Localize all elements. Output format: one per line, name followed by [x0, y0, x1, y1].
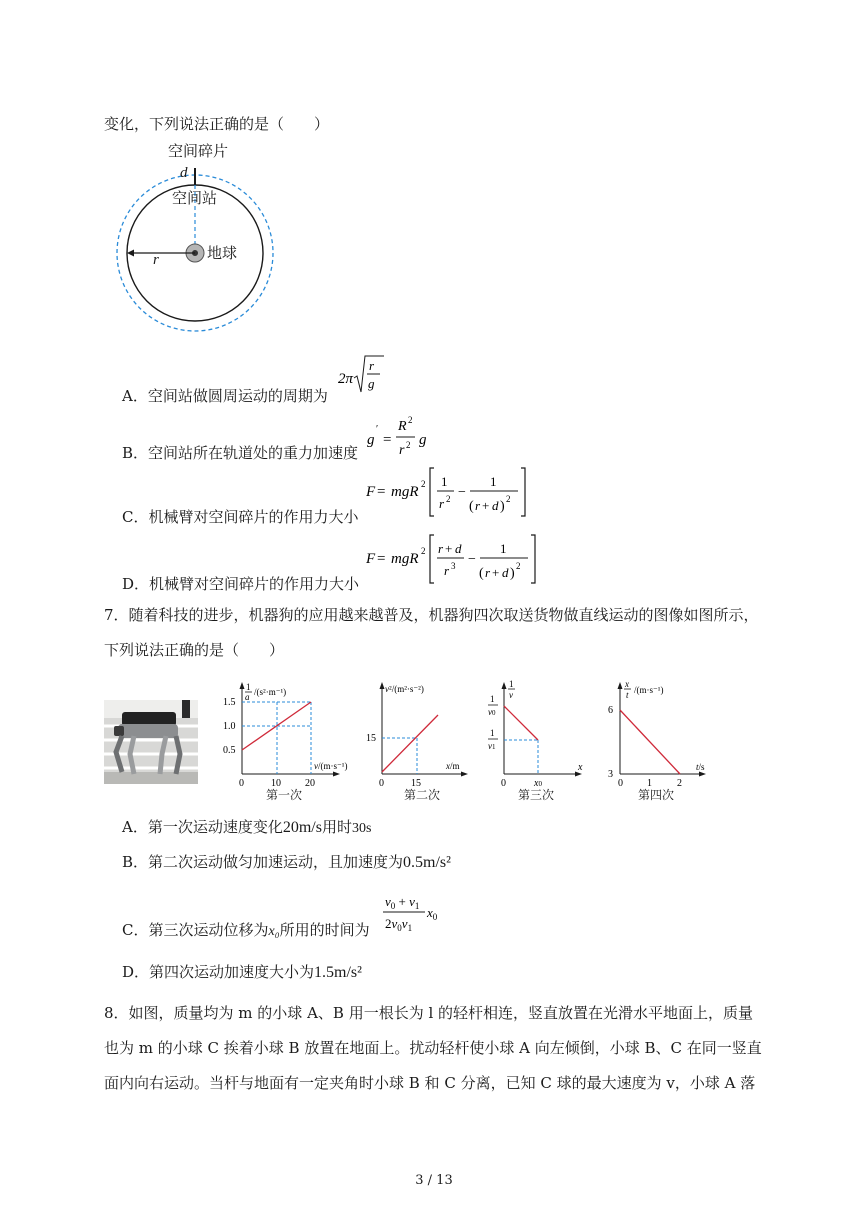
svg-text:1: 1 [490, 728, 495, 738]
svg-text:2: 2 [406, 440, 411, 450]
svg-text:d: d [502, 565, 509, 580]
svg-text:d: d [455, 541, 462, 556]
svg-text:v: v [509, 690, 513, 700]
svg-text:x0: $x_0$ [427, 905, 438, 922]
graph-3-line [504, 706, 538, 740]
station-label: 空间站 [172, 189, 218, 207]
q7-option-b: B．第二次运动做匀加速运动，且加速度为0.5m/s² [122, 853, 451, 871]
svg-text:0: 0 [618, 778, 623, 789]
earth-label: 地球 [207, 244, 238, 262]
svg-text:): ) [500, 499, 505, 514]
svg-text:1.0: 1.0 [223, 721, 236, 732]
svg-text:+: + [482, 498, 490, 513]
robot-dog-photo [104, 700, 198, 784]
svg-text:6: 6 [608, 705, 613, 716]
svg-text:r: r [438, 541, 444, 556]
q6-option-a: A．空间站做圆周运动的周期为 [122, 387, 328, 405]
svg-text:1: 1 [647, 778, 652, 789]
svg-text:d: d [492, 498, 499, 513]
svg-text:x: x [625, 679, 629, 689]
svg-text:=: = [377, 551, 386, 567]
svg-text:20: 20 [305, 778, 315, 789]
svg-text:1: 1 [490, 474, 497, 489]
svg-text:g: g [419, 432, 427, 448]
svg-text:/(m·s⁻¹): /(m·s⁻¹) [634, 685, 664, 695]
svg-text:R: R [398, 419, 407, 434]
svg-text:0.5: 0.5 [223, 745, 236, 756]
svg-text:=: = [383, 432, 392, 448]
q7-option-d: D．第四次运动加速度大小为1.5m/s² [122, 963, 362, 981]
formula-c [366, 464, 530, 520]
svg-text:r: r [475, 498, 481, 513]
svg-text:t/s: t/s [696, 762, 705, 772]
svg-text:3: 3 [451, 561, 456, 571]
svg-text:r: r [444, 563, 450, 578]
page-number: 3 / 13 [415, 1173, 453, 1188]
svg-text:−: − [468, 552, 476, 567]
svg-text:v1: v1 [488, 741, 496, 751]
svg-text:mgR: mgR [391, 551, 419, 567]
q8-line3: 面内向右运动。当杆与地面有一定夹角时小球 B 和 C 分离，已知 C 球的最大速度为 v，小球 A 落 [104, 1074, 756, 1092]
svg-text:F: F [366, 551, 376, 567]
svg-text:r: r [369, 358, 375, 373]
svg-text:2: 2 [516, 561, 521, 571]
svg-text:1: 1 [246, 682, 251, 692]
debris-label: 空间碎片 [168, 142, 229, 160]
svg-text:(: ( [469, 499, 474, 514]
svg-text:1: 1 [500, 541, 507, 556]
graph-4-line [620, 710, 680, 774]
q6-option-c: C．机械臂对空间碎片的作用力大小 [122, 508, 359, 526]
svg-text:2π: 2π [338, 371, 354, 387]
svg-text:0: 0 [239, 778, 244, 789]
svg-text:=: = [377, 484, 386, 500]
svg-text:10: 10 [271, 778, 281, 789]
svg-text:1: 1 [509, 679, 514, 689]
svg-text:2v0v1: $2v_0v_1$ [385, 916, 413, 933]
svg-text:x: x [578, 762, 583, 773]
graph-2 [362, 678, 476, 804]
svg-text:/(s²·m⁻¹): /(s²·m⁻¹) [254, 687, 287, 697]
svg-text:0: 0 [501, 778, 506, 789]
svg-text:15: 15 [411, 778, 421, 789]
formula-d [366, 531, 546, 587]
svg-text:1: 1 [490, 694, 495, 704]
q6-option-b: B．空间站所在轨道处的重力加速度 [122, 444, 359, 462]
svg-text:2: 2 [408, 415, 413, 425]
svg-text:−: − [458, 485, 466, 500]
q7-stem-line2: 下列说法正确的是（ ） [104, 641, 285, 659]
orbit-figure [100, 138, 300, 338]
svg-text:): ) [510, 566, 515, 581]
q8-line2: 也为 m 的小球 C 挨着小球 B 放置在地面上。扰动轻杆使小球 A 向左倾倒，小球 B、C 在同一竖直 [104, 1039, 762, 1057]
graph-4 [604, 678, 714, 804]
svg-text:a: a [245, 692, 250, 702]
svg-text:v0: v0 [488, 707, 496, 717]
svg-text:r: r [399, 443, 405, 458]
svg-text:2: 2 [446, 494, 451, 504]
svg-text:v²/(m²·s⁻²): v²/(m²·s⁻²) [385, 684, 424, 694]
q8-line1: 8．如图，质量均为 m 的小球 A、B 用一根长为 l 的轻杆相连，竖直放置在光滑水平地面上，质量 [104, 1004, 754, 1022]
svg-text:15: 15 [366, 733, 376, 744]
formula-b [365, 412, 435, 460]
graph-1-caption: 第一次 [266, 788, 303, 802]
q6-stem-tail: 变化，下列说法正确的是（ ） [104, 115, 330, 133]
formula-q7c [382, 890, 446, 936]
svg-text:g: g [367, 432, 375, 448]
q7-option-c: C．第三次运动位移为x₀所用的时间为 [122, 921, 370, 939]
svg-text:v0 + v1: $v_0 + v_1$ [385, 894, 420, 911]
svg-text:x0: x0 [534, 778, 542, 789]
svg-text:′: ′ [376, 424, 379, 435]
svg-text:3: 3 [608, 769, 613, 780]
svg-text:2: 2 [421, 479, 426, 489]
svg-text:(: ( [479, 566, 484, 581]
svg-text:v/(m·s⁻¹): v/(m·s⁻¹) [314, 761, 348, 771]
svg-text:1.5: 1.5 [223, 697, 236, 708]
svg-text:1: 1 [441, 474, 448, 489]
svg-text:2: 2 [421, 546, 426, 556]
d-label: d [180, 165, 188, 181]
graph-3-caption: 第三次 [518, 788, 555, 802]
svg-text:0: 0 [379, 778, 384, 789]
q6-option-d: D．机械臂对空间碎片的作用力大小 [122, 575, 360, 593]
svg-text:2: 2 [677, 778, 682, 789]
q7-option-a: A．第一次运动速度变化20m/s用时30s [122, 818, 372, 836]
svg-text:x/m: x/m [446, 761, 460, 771]
svg-text:F: F [366, 484, 376, 500]
svg-text:+: + [445, 541, 453, 556]
svg-text:t: t [626, 690, 629, 700]
svg-text:+: + [492, 565, 500, 580]
q7-stem-line1: 7．随着科技的进步，机器狗的应用越来越普及，机器狗四次取送货物做直线运动的图像如图所示， [104, 606, 759, 624]
graph-3 [484, 678, 588, 804]
svg-text:r: r [485, 565, 491, 580]
graph-1 [222, 678, 348, 804]
svg-text:r: r [439, 496, 445, 511]
svg-text:mgR: mgR [391, 484, 419, 500]
r-label: r [153, 252, 159, 268]
graph-2-caption: 第二次 [404, 788, 441, 802]
formula-a [338, 352, 388, 396]
svg-text:g: g [368, 376, 375, 391]
graph-4-caption: 第四次 [638, 788, 675, 802]
svg-text:2: 2 [506, 494, 511, 504]
graph-2-line [382, 715, 438, 772]
